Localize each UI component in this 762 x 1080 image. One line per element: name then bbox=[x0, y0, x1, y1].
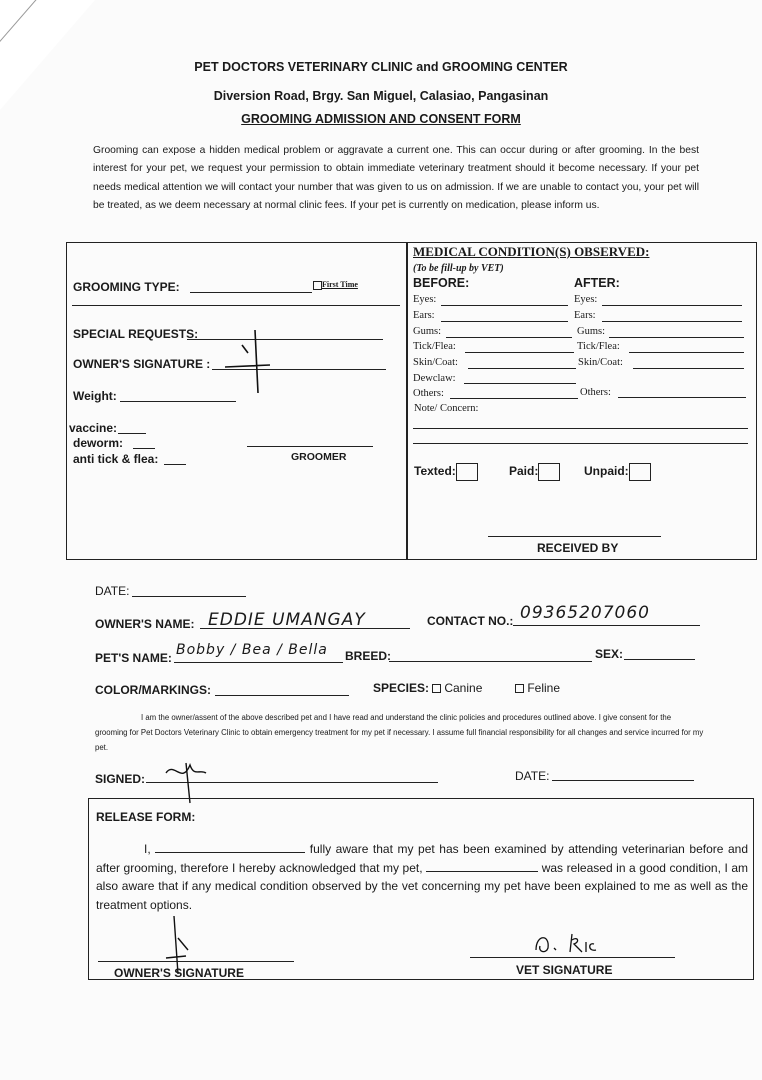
note-concern-label: Note/ Concern: bbox=[414, 403, 479, 414]
date-label: DATE: bbox=[95, 584, 130, 598]
vet-signature-scribble bbox=[532, 928, 602, 958]
release-form-title: RELEASE FORM: bbox=[96, 810, 196, 824]
before-gums: Gums: bbox=[413, 326, 442, 337]
vet-note: (To be fill-up by VET) bbox=[413, 263, 504, 274]
medical-condition-title: MEDICAL CONDITION(S) OBSERVED: bbox=[413, 244, 650, 259]
groomer-label: GROOMER bbox=[291, 451, 347, 463]
before-ears: Ears: bbox=[413, 310, 435, 321]
owner-signature-label: OWNER'S SIGNATURE : bbox=[73, 357, 211, 371]
after-gums: Gums: bbox=[577, 326, 606, 337]
clinic-name: PET DOCTORS VETERINARY CLINIC and GROOMING CENTER bbox=[194, 60, 568, 74]
breed-label: BREED: bbox=[345, 649, 392, 663]
special-requests-label: SPECIAL REQUESTS: bbox=[73, 327, 199, 341]
pet-name-label: PET'S NAME: bbox=[95, 651, 172, 665]
texted-checkbox[interactable] bbox=[456, 463, 478, 481]
owner-name-value[interactable]: EDDIE UMANGAY bbox=[208, 610, 366, 630]
before-eyes: Eyes: bbox=[413, 294, 437, 305]
clinic-address: Diversion Road, Brgy. San Miguel, Calasiao, Pangasinan bbox=[213, 89, 549, 103]
grooming-type-label: GROOMING TYPE: bbox=[73, 280, 180, 294]
paid-checkbox[interactable] bbox=[538, 463, 560, 481]
texted-option[interactable]: Texted: bbox=[414, 463, 478, 481]
unpaid-option[interactable]: Unpaid: bbox=[584, 463, 651, 481]
canine-option[interactable]: Canine bbox=[432, 681, 482, 695]
sex-label: SEX: bbox=[595, 647, 624, 661]
unpaid-checkbox[interactable] bbox=[629, 463, 651, 481]
pet-name-value[interactable]: Bobby / Bea / Bella bbox=[176, 642, 328, 658]
feline-checkbox[interactable] bbox=[515, 684, 524, 693]
before-others: Others: bbox=[413, 388, 444, 399]
intro-paragraph: Grooming can expose a hidden medical problem or aggravate a current one. This can occur during or after grooming. In the best interest for your pet, we request your permission to obtain immediate veterinary treatment should it become necessary. If your pet needs medical attention we will contact your number that was given to us on admission. If we are unable to contact you, your pet will be treated, as we deem necessary at normal clinic fees. If your pet is currently on medication, please inform us. bbox=[93, 145, 699, 212]
owner-signature-scribble bbox=[220, 325, 280, 395]
contact-no-value[interactable]: 09365207060 bbox=[520, 603, 650, 623]
after-skin: Skin/Coat: bbox=[578, 357, 623, 368]
signed-label: SIGNED: bbox=[95, 772, 146, 786]
after-others: Others: bbox=[580, 387, 611, 398]
canine-checkbox[interactable] bbox=[432, 684, 441, 693]
release-owner-signature-label: OWNER'S SIGNATURE bbox=[114, 966, 244, 980]
signed-date-label: DATE: bbox=[515, 769, 550, 783]
form-title: GROOMING ADMISSION AND CONSENT FORM bbox=[241, 112, 521, 126]
first-time-checkbox[interactable] bbox=[313, 281, 322, 290]
feline-option[interactable]: Feline bbox=[515, 681, 560, 695]
first-time-option[interactable]: First Time bbox=[313, 280, 358, 290]
before-label: BEFORE: bbox=[413, 276, 470, 290]
vet-signature-label: VET SIGNATURE bbox=[516, 963, 613, 977]
paid-option[interactable]: Paid: bbox=[509, 463, 560, 481]
release-statement: I, fully aware that my pet has been examined by attending veterinarian before and after grooming, therefore I hereby acknowledged that my pet, was released in a good condition, I am also aware that if any medical condition observed by the vet concerning my pet have been explained to me as well as the treatment options. bbox=[96, 842, 748, 912]
after-label: AFTER: bbox=[574, 276, 620, 290]
owner-name-label: OWNER'S NAME: bbox=[95, 617, 195, 631]
vaccine-label: vaccine: bbox=[69, 421, 118, 435]
weight-label: Weight: bbox=[73, 389, 117, 403]
species-label: SPECIES: bbox=[373, 681, 430, 695]
received-by-label: RECEIVED BY bbox=[537, 541, 619, 555]
color-markings-label: COLOR/MARKINGS: bbox=[95, 683, 211, 697]
after-tick: Tick/Flea: bbox=[577, 341, 620, 352]
deworm-label: deworm: bbox=[73, 436, 124, 450]
dewclaw-label: Dewclaw: bbox=[413, 373, 456, 384]
consent-statement: I am the owner/assent of the above described pet and I have read and understand the clinic policies and procedures outlined above. I give consent for the grooming for Pet Doctors Veterinary Clinic to obtain emergency treatment for my pet if necessary. I assume full financial responsibility for all changes and service incurred for my pet. bbox=[95, 713, 704, 752]
before-tick: Tick/Flea: bbox=[413, 341, 456, 352]
after-ears: Ears: bbox=[574, 310, 596, 321]
after-eyes: Eyes: bbox=[574, 294, 598, 305]
contact-no-label: CONTACT NO.: bbox=[427, 614, 514, 628]
anti-tick-label: anti tick & flea: bbox=[73, 452, 159, 466]
before-skin: Skin/Coat: bbox=[413, 357, 458, 368]
